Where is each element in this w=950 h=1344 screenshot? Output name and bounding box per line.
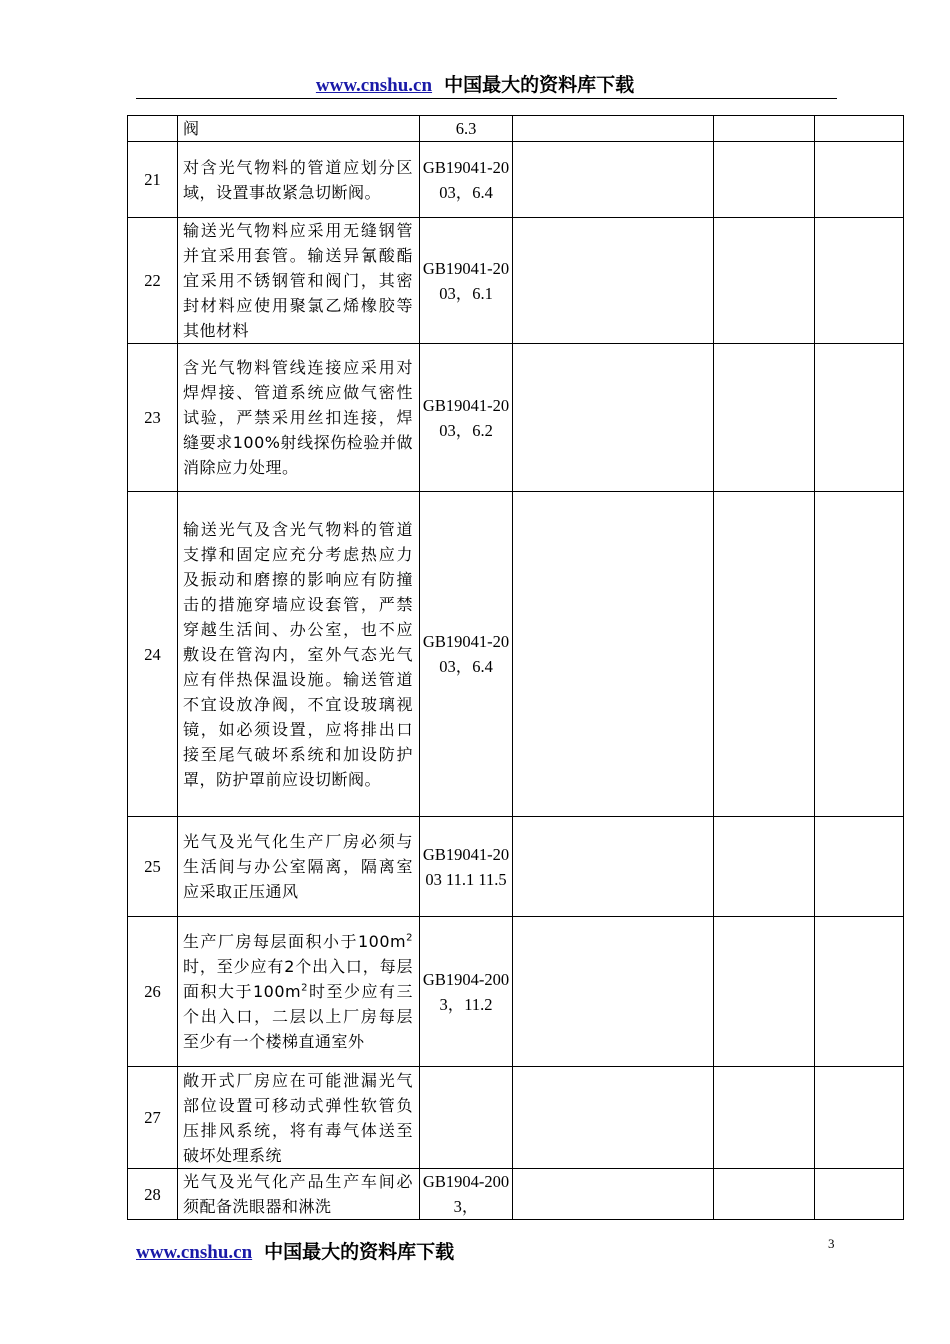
row-number: 23	[128, 344, 178, 492]
empty-cell	[714, 116, 815, 142]
row-content-part: 时至少应有三个出入口，二层以上厂房每层至少有一个楼梯直通室外	[183, 982, 413, 1051]
table-row	[128, 344, 904, 492]
row-content-part: 时，至少应有2个出入口，每层面积大于100m	[183, 957, 413, 1001]
empty-cell	[714, 917, 815, 1067]
header-tagline: 中国最大的资料库下载	[444, 74, 635, 96]
empty-cell	[815, 218, 904, 344]
table-row	[128, 116, 904, 142]
header-rule	[136, 98, 837, 99]
table-row	[128, 492, 904, 817]
row-basis: GB19041-2003，6.2	[420, 344, 513, 492]
footer-tagline: 中国最大的资料库下载	[264, 1241, 455, 1263]
row-content: 光气及光气化生产厂房必须与生活间与办公室隔离，隔离室应采取正压通风	[178, 817, 420, 917]
empty-cell	[815, 344, 904, 492]
row-basis: GB19041-2003，6.4	[420, 492, 513, 817]
empty-cell	[815, 1169, 904, 1220]
row-content: 敞开式厂房应在可能泄漏光气部位设置可移动式弹性软管负压排风系统，将有毒气体送至破坏处理系统	[178, 1067, 420, 1169]
empty-cell	[714, 1067, 815, 1169]
empty-cell	[815, 116, 904, 142]
empty-cell	[815, 142, 904, 218]
row-number: 21	[128, 142, 178, 218]
empty-cell	[513, 116, 714, 142]
empty-cell	[513, 917, 714, 1067]
row-content: 输送光气及含光气物料的管道支撑和固定应充分考虑热应力及振动和磨擦的影响应有防撞击的措施穿墙应设套管，严禁穿越生活间、办公室，也不应敷设在管沟内，室外气态光气应有伴热保温设施。输送管道不宜设放净阀，不宜设玻璃视镜，如必须设置，应将排出口接至尾气破坏系统和加设防护罩，防护罩前应设切断阀。	[178, 492, 420, 817]
empty-cell	[714, 492, 815, 817]
row-number: 22	[128, 218, 178, 344]
row-number: 27	[128, 1067, 178, 1169]
row-basis: GB1904-2003，	[420, 1169, 513, 1220]
empty-cell	[815, 492, 904, 817]
empty-cell	[513, 1169, 714, 1220]
row-basis: GB19041-2003，6.4	[420, 142, 513, 218]
empty-cell	[513, 817, 714, 917]
row-number: 28	[128, 1169, 178, 1220]
empty-cell	[714, 817, 815, 917]
table-row	[128, 1169, 904, 1220]
page-header	[0, 70, 950, 97]
table-row	[128, 817, 904, 917]
row-number: 25	[128, 817, 178, 917]
empty-cell	[714, 344, 815, 492]
empty-cell	[513, 344, 714, 492]
row-basis: GB19041-2003 11.1 11.5	[420, 817, 513, 917]
table-row	[128, 917, 904, 1067]
page-footer	[136, 1237, 454, 1264]
row-content	[178, 917, 420, 1067]
row-content-part: 生产厂房每层面积小于100m	[183, 932, 407, 951]
row-content: 输送光气物料应采用无缝钢管并宜采用套管。输送异氰酸酯宜采用不锈钢管和阀门，其密封材料应使用聚氯乙烯橡胶等其他材料	[178, 218, 420, 344]
page-number: 3	[828, 1236, 835, 1251]
checklist-table	[127, 115, 904, 1220]
empty-cell	[513, 218, 714, 344]
empty-cell	[513, 1067, 714, 1169]
row-basis: GB19041-2003，6.1	[420, 218, 513, 344]
empty-cell	[714, 218, 815, 344]
row-content: 阀	[178, 116, 420, 142]
empty-cell	[815, 817, 904, 917]
empty-cell	[815, 917, 904, 1067]
superscript: 2	[406, 932, 413, 944]
header-site-link[interactable]: www.cnshu.cn	[315, 75, 433, 96]
row-basis: GB1904-2003，11.2	[420, 917, 513, 1067]
empty-cell	[513, 492, 714, 817]
row-number: 24	[128, 492, 178, 817]
empty-cell	[714, 142, 815, 218]
row-basis: 6.3	[420, 116, 513, 142]
table-row	[128, 218, 904, 344]
row-content: 含光气物料管线连接应采用对焊焊接、管道系统应做气密性试验，严禁采用丝扣连接，焊缝要求100%射线探伤检验并做消除应力处理。	[178, 344, 420, 492]
table-row	[128, 1067, 904, 1169]
table-row	[128, 142, 904, 218]
row-content: 对含光气物料的管道应划分区域，设置事故紧急切断阀。	[178, 142, 420, 218]
row-basis	[420, 1067, 513, 1169]
empty-cell	[513, 142, 714, 218]
footer-site-link[interactable]: www.cnshu.cn	[136, 1242, 253, 1263]
empty-cell	[714, 1169, 815, 1220]
row-content: 光气及光气化产品生产车间必须配备洗眼器和淋洗	[178, 1169, 420, 1220]
superscript: 2	[301, 982, 308, 994]
row-number	[128, 116, 178, 142]
row-number: 26	[128, 917, 178, 1067]
empty-cell	[815, 1067, 904, 1169]
